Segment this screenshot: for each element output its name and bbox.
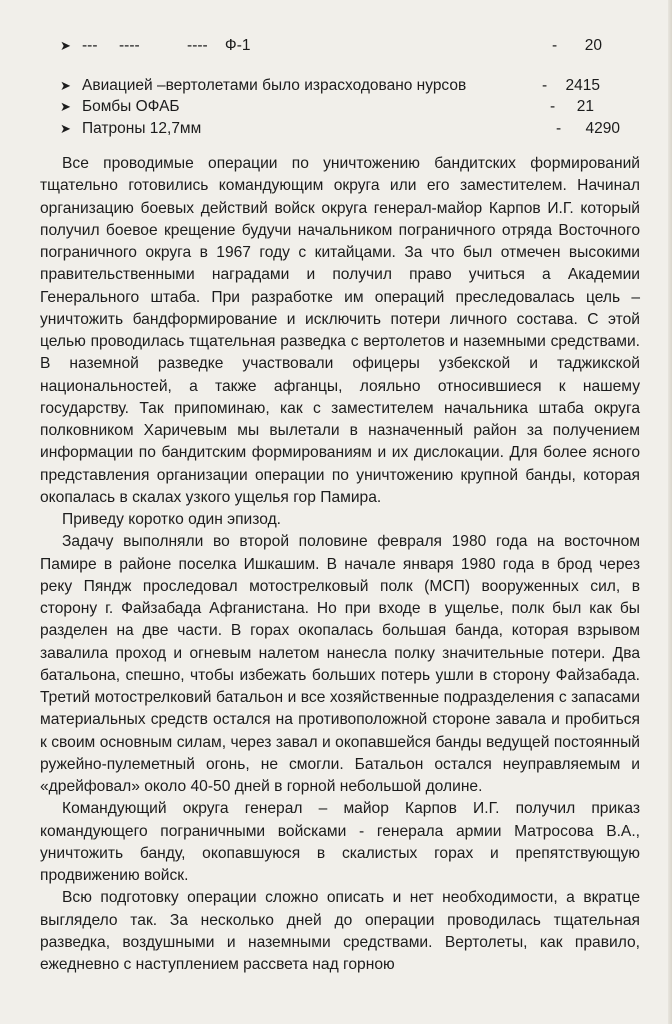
bullet-value: 21 — [576, 98, 594, 115]
paragraph: Всю подготовку операции сложно описать и нет необходимости, а вкратце выглядело так. За несколько дней до операции проводилась тщательная разведка, воздушными и наземными средствами. Вертолеты, как правило, ежедневно с наступлением рассвета над горною — [40, 889, 640, 973]
paragraph: Приведу коротко один эпизод. — [62, 511, 282, 528]
arrow-bullet-icon: ➤ — [60, 78, 71, 93]
arrow-bullet-icon: ➤ — [60, 38, 71, 53]
bullet-dash: - — [550, 98, 556, 115]
bullet-value: 20 — [584, 37, 602, 54]
bullet-item — [60, 118, 620, 140]
paragraph: Задачу выполняли во второй половине февраля 1980 года на восточном Памире в районе поселка Ишкашим. В начале января 1980 года в брод через реку Пяндж проследовал мотострелковый полк (МСП) вооруженных сил, в сторону г. Файзабада Афганистана. Но при входе в ущелье, полк был как бы разделен на две части. В горах окопалась большая банда, которая взрывом завалила проход и огневым налетом нанесла полку значительные потери. Два батальона, спешно, чтобы избежать больших потерь ушли в сторону Файзабада. Третий мотострелковий батальон и все хозяйственные подразделения с запасами материальных средств остался на противоположной стороне завала и пробиться к своим основным силам, через завал и окопавшейся банды ведущей постоянный ружейно-пулеметный огонь, не смогли. Батальон остался неуправляемым и «дрейфовал» около 40-50 дней в горной небольшой долине. — [40, 533, 640, 795]
paragraph: Все проводимые операции по уничтожению бандитских формирований тщательно готовились командующим округа или его заместителем. Начинал организацию боевых действий войск округа генерал-майор Карпов И.Г. который получил боевое крещение будучи начальником пограничного отряда Восточного пограничного округа в 1967 году с китайцами. За что был отмечен высокими правительственными наградами и получил право учиться а Академии Генерального штаба. При разработке им операций преследовалась цель – уничтожить бандформирование и исключить потери личного состава. С этой целью проводилась тщательная разведка с вертолетов и наземными средствами. В наземной разведке участвовали офицеры узбекской и таджикской национальностей, а также афганцы, лояльно относившиеся к нашему государству. Так припоминаю, как с заместителем начальника штаба округа полковником Харичевым мы вылетали в назначенный район за получением информации по бандитским формированиям и их дислокации. Для более ясного представления организации операции по уничтожению крупной банды, которая окопалась в скалах узкого ущелья гор Памира. — [40, 155, 640, 506]
scan-edge — [668, 0, 672, 1024]
bullet-item — [60, 35, 620, 57]
bullet-dash: - — [552, 37, 558, 54]
bullet-value: 2415 — [565, 77, 600, 94]
bullet-text: Бомбы ОФАБ — [82, 98, 180, 115]
body-text — [40, 153, 640, 976]
bullet-dash: - — [556, 120, 562, 137]
bullet-item — [60, 96, 620, 118]
bullet-text: Патроны 12,7мм — [82, 120, 202, 137]
paragraph: Командующий округа генерал – майор Карпов И.Г. получил приказ командующего пограничными войсками - генерала армии Матросова В.А., уничтожить банду, окопавшуюся в скалистых горах и препятствующую продвижению войск. — [40, 800, 640, 884]
bullet-value: 4290 — [585, 120, 620, 137]
bullet-text: --- ---- ---- Ф-1 — [82, 37, 251, 54]
arrow-bullet-icon: ➤ — [60, 121, 71, 136]
bullet-item — [60, 75, 620, 97]
bullet-dash: - — [542, 77, 548, 94]
bullet-text: Авиацией –вертолетами было израсходовано нурсов — [82, 77, 467, 94]
arrow-bullet-icon: ➤ — [60, 99, 71, 114]
